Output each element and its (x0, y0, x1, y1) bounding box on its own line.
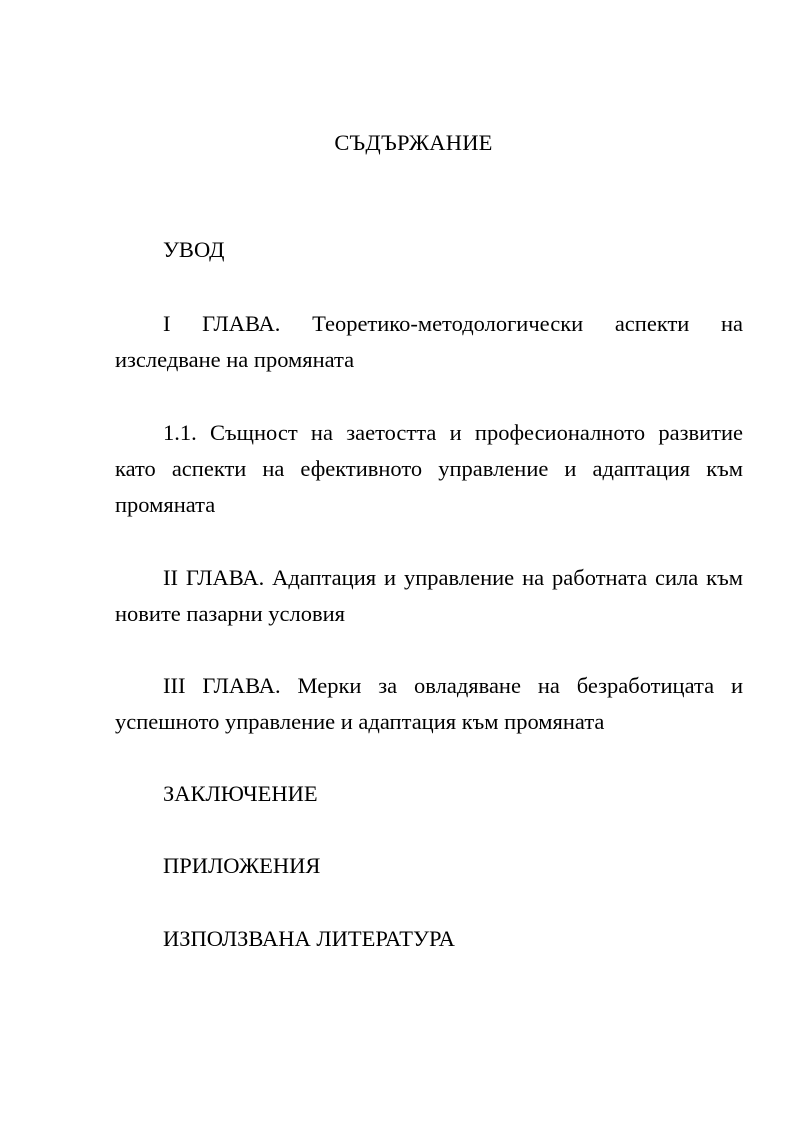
toc-entry-chapter-3: III ГЛАВА. Мерки за овладяване на безработицата и успешното управление и адаптация към промяната (115, 673, 743, 734)
toc-entry-references: ИЗПОЛЗВАНА ЛИТЕРАТУРА (163, 926, 455, 951)
toc-entry-conclusion: ЗАКЛЮЧЕНИЕ (163, 781, 318, 806)
page-title (27, 128, 800, 158)
toc-entry-introduction: УВОД (163, 237, 225, 262)
toc-entry-section-1-1: 1.1. Същност на заетостта и професионалното развитие като аспекти на ефективното управление и адаптация към промяната (115, 420, 743, 517)
toc-entry-chapter-1: I ГЛАВА. Теоретико-методологически аспекти на изследване на промяната (115, 311, 743, 372)
page-title-text: СЪДЪРЖАНИЕ (334, 130, 493, 155)
toc-entry-chapter-2: II ГЛАВА. Адаптация и управление на работната сила към новите пазарни условия (115, 565, 743, 626)
toc-entry-appendices: ПРИЛОЖЕНИЯ (163, 853, 321, 878)
